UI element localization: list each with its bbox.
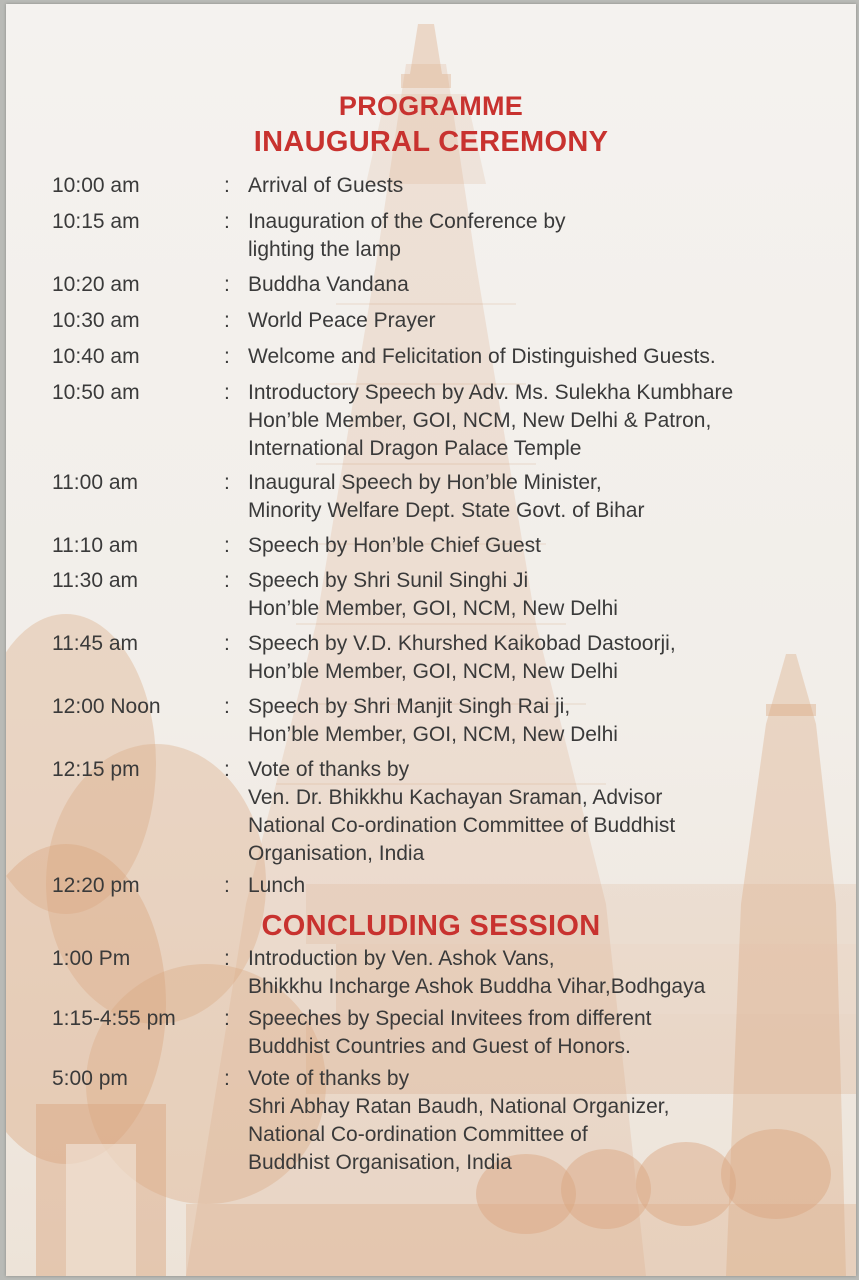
- schedule-separator: :: [224, 381, 230, 404]
- concluding-session-heading: CONCLUDING SESSION: [261, 910, 601, 942]
- schedule-time: 10:40 am: [52, 345, 140, 368]
- schedule-separator: :: [224, 874, 230, 897]
- schedule-text: Inaugural Speech by Hon’ble Minister,: [248, 471, 602, 494]
- schedule-separator: :: [224, 273, 230, 296]
- schedule-separator: :: [224, 534, 230, 557]
- schedule-text: Introductory Speech by Adv. Ms. Sulekha Kumbhare: [248, 381, 734, 404]
- schedule-separator: :: [224, 309, 230, 332]
- schedule-time: 10:20 am: [52, 273, 140, 296]
- schedule-text: International Dragon Palace Temple: [248, 437, 582, 460]
- inaugural-ceremony-heading: INAUGURAL CEREMONY: [253, 126, 609, 158]
- schedule-text: Shri Abhay Ratan Baudh, National Organizer,: [248, 1095, 670, 1118]
- schedule-text: World Peace Prayer: [248, 309, 436, 332]
- schedule-text: National Co-ordination Committee of: [248, 1123, 588, 1146]
- schedule-text: Organisation, India: [248, 842, 425, 865]
- schedule-text: Minority Welfare Dept. State Govt. of Bihar: [248, 499, 645, 522]
- schedule-text: Buddha Vandana: [248, 273, 409, 296]
- schedule-time: 11:45 am: [52, 632, 138, 655]
- schedule-time: 10:00 am: [52, 174, 140, 197]
- schedule-text: Vote of thanks by: [248, 758, 410, 781]
- schedule-separator: :: [224, 632, 230, 655]
- schedule-text: Speech by Hon’ble Chief Guest: [248, 534, 542, 557]
- schedule-text: Speech by V.D. Khurshed Kaikobad Dastoorji,: [248, 632, 676, 655]
- schedule-time: 10:30 am: [52, 309, 140, 332]
- schedule-separator: :: [224, 695, 230, 718]
- schedule-text: Hon’ble Member, GOI, NCM, New Delhi & Patron,: [248, 409, 712, 432]
- schedule-text: Hon’ble Member, GOI, NCM, New Delhi: [248, 660, 618, 683]
- schedule-text: Speech by Shri Sunil Singhi Ji: [248, 569, 529, 592]
- schedule-separator: :: [224, 471, 230, 494]
- schedule-separator: :: [224, 210, 230, 233]
- schedule-separator: :: [224, 947, 230, 970]
- schedule-separator: :: [224, 1007, 230, 1030]
- schedule-time: 5:00 pm: [52, 1067, 128, 1090]
- programme-content: [6, 4, 856, 1276]
- schedule-text: Lunch: [248, 874, 306, 897]
- schedule-text: Buddhist Organisation, India: [248, 1151, 512, 1174]
- schedule-time: 12:00 Noon: [52, 695, 161, 718]
- schedule-time: 10:15 am: [52, 210, 140, 233]
- schedule-separator: :: [224, 569, 230, 592]
- schedule-time: 12:15 pm: [52, 758, 140, 781]
- schedule-time: 11:30 am: [52, 569, 138, 592]
- schedule-text: Speeches by Special Invitees from different: [248, 1007, 652, 1030]
- schedule-text: Vote of thanks by: [248, 1067, 410, 1090]
- schedule-text: Inauguration of the Conference by: [248, 210, 566, 233]
- schedule-text: Buddhist Countries and Guest of Honors.: [248, 1035, 631, 1058]
- schedule-text: National Co-ordination Committee of Buddhist: [248, 814, 676, 837]
- programme-heading: PROGRAMME: [338, 91, 524, 121]
- schedule-text: Hon’ble Member, GOI, NCM, New Delhi: [248, 723, 618, 746]
- schedule-text: Bhikkhu Incharge Ashok Buddha Vihar,Bodhgaya: [248, 975, 706, 998]
- schedule-separator: :: [224, 758, 230, 781]
- schedule-time: 10:50 am: [52, 381, 140, 404]
- schedule-separator: :: [224, 174, 230, 197]
- programme-card: [6, 4, 856, 1276]
- schedule-time: 1:00 Pm: [52, 947, 131, 970]
- schedule-text: Ven. Dr. Bhikkhu Kachayan Sraman, Advisor: [248, 786, 663, 809]
- schedule-text: Hon’ble Member, GOI, NCM, New Delhi: [248, 597, 618, 620]
- schedule-text: Arrival of Guests: [248, 174, 404, 197]
- schedule-time: 11:10 am: [52, 534, 138, 557]
- schedule-text: Introduction by Ven. Ashok Vans,: [248, 947, 555, 970]
- schedule-time: 1:15-4:55 pm: [52, 1007, 176, 1030]
- schedule-text: Welcome and Felicitation of Distinguished Guests.: [248, 345, 716, 368]
- schedule-text: Speech by Shri Manjit Singh Rai ji,: [248, 695, 571, 718]
- schedule-time: 11:00 am: [52, 471, 138, 494]
- schedule-time: 12:20 pm: [52, 874, 140, 897]
- schedule-text: lighting the lamp: [248, 238, 401, 261]
- schedule-separator: :: [224, 1067, 230, 1090]
- schedule-separator: :: [224, 345, 230, 368]
